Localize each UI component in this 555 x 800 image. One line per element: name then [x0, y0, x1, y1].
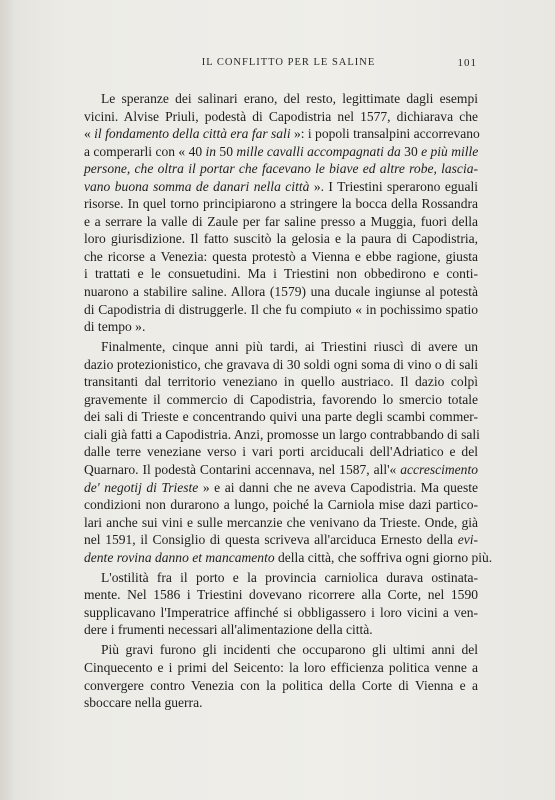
text-line	[84, 373, 478, 391]
running-title: IL CONFLITTO PER LE SALINE	[201, 57, 376, 68]
text-line	[84, 604, 478, 622]
text-run: i trattati e le consuetudini. Ma i Triestini non obbedirono e conti-	[84, 266, 478, 282]
italic-run: persone, che oltra il portar che facevano le biave ed altre robe, lascia-	[84, 161, 478, 177]
italic-run: in	[205, 143, 217, 159]
text-run: gravemente il commercio di Capodistria, favorendo lo smercio totale	[84, 391, 478, 407]
text-run: Finalmente, cinque anni più tardi, ai Triestini riuscì di avere un	[101, 339, 478, 355]
text-run: supplicavano l'Imperatrice affinché si obbligassero i loro vicini a ven-	[84, 604, 478, 620]
text-run: ». I Triestini sperarono eguali	[309, 178, 478, 194]
italic-run: dente rovina danno et mancamento	[84, 549, 275, 565]
paragraph	[84, 90, 478, 336]
text-line	[84, 195, 478, 213]
text-line	[84, 531, 478, 549]
text-line	[84, 391, 478, 409]
paragraph	[84, 569, 478, 639]
text-line	[84, 461, 478, 479]
text-run: ciali già fatti a Capodistria. Anzi, promosse un largo contrabbando di sali	[84, 426, 480, 442]
text-line	[84, 108, 478, 126]
text-line	[84, 659, 478, 677]
text-run: condizioni non durarono a lungo, poiché la Carniola mise dazi partico-	[84, 497, 478, 513]
text-run: risorse. In quel torno principiarono a stringere la bocca della Rossandra	[84, 196, 478, 212]
text-line	[84, 248, 478, 266]
text-line	[84, 426, 478, 444]
text-run: 50	[216, 143, 237, 159]
text-run: nel 1591, il Consiglio di questa scriveva all'arciduca Ernesto della	[84, 532, 458, 548]
text-line	[84, 160, 478, 178]
text-run: dei sali di Trieste e concentrando quivi una parte degli scambi commer-	[84, 409, 478, 425]
text-run: sboccare nella guerra.	[84, 695, 203, 711]
text-line	[84, 125, 478, 143]
text-run: che ricorse a Venezia: questa protestò a Vienna e ebbe ragione, giusta	[84, 248, 478, 264]
text-line	[84, 621, 478, 639]
italic-run: accrescimento	[400, 461, 478, 477]
text-line	[84, 143, 478, 161]
text-run: di Capodistria di distruggerle. Il che fu compiuto « in pochissimo spatio	[84, 301, 478, 317]
text-line	[84, 694, 478, 712]
text-run: transitanti dal territorio veneziano in quello austriaco. Il dazio colpì	[84, 374, 478, 390]
running-header	[100, 57, 477, 71]
text-line	[84, 549, 493, 567]
text-run: Le speranze dei salinari erano, del resto, legittimate dagli esempi	[101, 91, 478, 106]
italic-run: evi-	[457, 532, 478, 548]
text-run: della città, che soffriva ogni giorno più.	[274, 549, 493, 565]
text-line	[84, 265, 478, 283]
text-run: dalle terre veneziane verso i vari porti arciducali dell'Adriatico e del	[84, 444, 478, 460]
text-run: vicini. Alvise Priuli, podestà di Capodistria nel 1577, dichiarava che	[84, 108, 478, 124]
text-run: mente. Nel 1586 i Triestini dovevano ricorrere alla Corte, nel 1590	[84, 587, 478, 603]
text-line	[84, 338, 478, 356]
text-line	[84, 677, 478, 695]
text-run: »: i popoli transalpini accorrevano	[290, 126, 480, 142]
text-line	[84, 408, 478, 426]
page-number: 101	[457, 57, 477, 69]
text-line	[84, 479, 478, 497]
italic-run: mille cavalli accompagnati da	[236, 143, 401, 159]
text-run: convergere contro Venezia con la politica della Corte di Vienna e a	[84, 677, 478, 693]
text-line	[84, 496, 478, 514]
italic-run: vano buona somma de danari nella città	[84, 178, 310, 194]
text-run: nuarono a stabilire saline. Allora (1579) una ducale ingiunse al potestà	[84, 284, 478, 300]
text-line	[84, 230, 478, 248]
text-line	[84, 90, 478, 108]
text-line	[84, 178, 478, 196]
text-run: dere i frumenti necessari all'alimentazione della città.	[84, 622, 373, 638]
text-run: di tempo ».	[84, 319, 146, 335]
text-line	[84, 318, 478, 336]
text-line	[84, 586, 478, 604]
text-run: L'ostilità fra il porto e la provincia carniolica durava ostinata-	[101, 569, 478, 585]
italic-run: e più mille	[421, 143, 479, 159]
text-run: Quarnaro. Il podestà Contarini accennava, nel 1587, all'«	[84, 461, 401, 477]
text-line	[84, 641, 478, 659]
text-line	[84, 301, 478, 319]
paragraph	[84, 641, 478, 711]
italic-run: de' negotij di Trieste	[84, 479, 199, 495]
italic-run: il fondamento della città era far sali	[94, 126, 291, 142]
text-line	[84, 356, 478, 374]
text-line	[84, 514, 478, 532]
text-run: e a serrare la valle di Zaule per far saline presso a Muggia, fuori della	[84, 213, 478, 229]
body-text	[84, 90, 493, 714]
text-run: «	[84, 126, 95, 142]
text-run: » e ai danni che ne aveva Capodistria. Ma queste	[198, 479, 478, 495]
text-run: Cinquecento e i primi del Seicento: la loro efficienza politica venne a	[84, 660, 478, 675]
text-run: a comperarli con « 40	[84, 143, 206, 159]
text-run: lari anche sui vini e sulle mercanzie che venivano da Trieste. Onde, già	[84, 514, 478, 530]
text-line	[84, 213, 478, 231]
text-run: loro giurisdizione. Il fatto suscitò la gelosia e la paura di Capodistria,	[84, 231, 478, 247]
text-run: Più gravi furono gli incidenti che occuparono gli ultimi anni del	[101, 642, 478, 658]
text-line	[84, 443, 478, 461]
text-run: dazio protezionistico, che gravava di 30 soldi ogni soma di vino o di sali	[84, 356, 478, 372]
text-line	[84, 569, 478, 587]
paragraph	[84, 338, 493, 566]
text-line	[84, 283, 478, 301]
text-run: 30	[400, 143, 422, 159]
